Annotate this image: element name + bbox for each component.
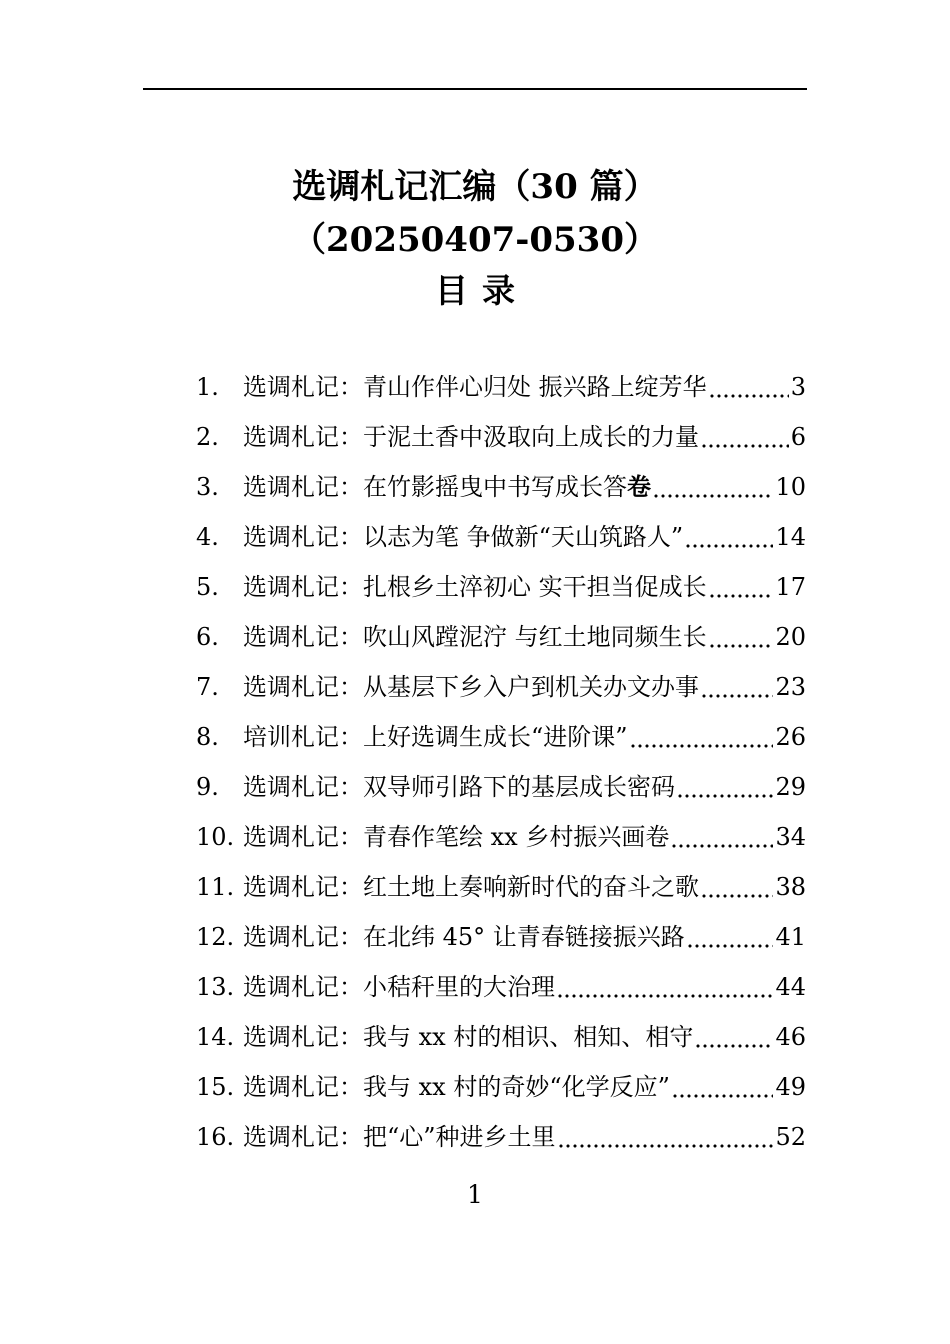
footer-page-number: 1 — [467, 1180, 483, 1209]
toc-item-label: 选调札记：我与 xx 村的奇妙“化学反应” — [243, 1073, 670, 1101]
toc-item-page: 34 — [775, 823, 806, 851]
toc-list — [196, 362, 806, 1162]
toc-leader-dots — [693, 1012, 775, 1062]
toc-item-page: 29 — [775, 773, 806, 801]
toc-item-number: 12. — [196, 923, 235, 951]
toc-item[interactable] — [196, 462, 806, 512]
toc-item-number: 10. — [196, 823, 235, 851]
toc-leader-dots — [685, 912, 776, 962]
toc-item-page: 14 — [775, 523, 806, 551]
toc-item[interactable] — [196, 862, 806, 912]
toc-item[interactable] — [196, 1112, 806, 1162]
toc-item[interactable] — [196, 912, 806, 962]
toc-item-label: 选调札记：以志为笔 争做新“天山筑路人” — [243, 523, 684, 551]
toc-item[interactable] — [196, 1012, 806, 1062]
toc-item-label: 选调札记：青春作笔绘 xx 乡村振兴画卷 — [243, 823, 670, 851]
toc-item-page: 3 — [790, 373, 806, 401]
toc-item-label: 选调札记：红土地上奏响新时代的奋斗之歌 — [243, 873, 699, 901]
toc-item[interactable] — [196, 962, 806, 1012]
toc-item-label: 选调札记：小秸秆里的大治理 — [243, 973, 555, 1001]
toc-item[interactable] — [196, 362, 806, 412]
toc-item-page: 41 — [775, 923, 806, 951]
toc-item-label: 选调札记：青山作伴心归处 振兴路上绽芳华 — [243, 373, 707, 401]
toc-item[interactable] — [196, 562, 806, 612]
toc-leader-dots — [675, 762, 775, 812]
toc-item-label: 选调札记：我与 xx 村的相识、相知、相守 — [243, 1023, 694, 1051]
toc-item-number: 16. — [196, 1123, 235, 1151]
toc-item-label: 选调札记：双导师引路下的基层成长密码 — [243, 773, 675, 801]
toc-item[interactable] — [196, 612, 806, 662]
toc-item-number: 5. — [196, 573, 219, 601]
toc-item-label: 选调札记：吹山风蹚泥泞 与红土地同频生长 — [243, 623, 707, 651]
toc-item-page: 23 — [775, 673, 806, 701]
doc-subtitle: （20250407-0530） — [292, 220, 658, 260]
toc-item-page: 49 — [775, 1073, 806, 1101]
toc-leader-dots — [670, 1062, 776, 1112]
toc-item-label: 选调札记：于泥土香中汲取向上成长的力量 — [243, 423, 699, 451]
toc-item-number: 3. — [196, 473, 219, 501]
toc-leader-dots — [555, 962, 775, 1012]
toc-item-page: 20 — [775, 623, 806, 651]
toc-item[interactable] — [196, 412, 806, 462]
toc-item[interactable] — [196, 812, 806, 862]
toc-item-page: 52 — [775, 1123, 806, 1151]
toc-leader-dots — [699, 412, 791, 462]
toc-leader-dots — [707, 612, 776, 662]
toc-item-number: 9. — [196, 773, 219, 801]
toc-leader-dots — [628, 712, 776, 762]
toc-item-page: 26 — [775, 723, 806, 751]
toc-item-label: 选调札记：扎根乡土淬初心 实干担当促成长 — [243, 573, 707, 601]
toc-leader-dots — [669, 812, 775, 862]
toc-item-page: 17 — [775, 573, 806, 601]
toc-item-number: 2. — [196, 423, 219, 451]
toc-item[interactable] — [196, 1062, 806, 1112]
toc-item-label: 选调札记：在竹影摇曳中书写成长答卷 — [243, 472, 651, 501]
toc-item-number: 7. — [196, 673, 219, 701]
toc-item-page: 44 — [775, 973, 806, 1001]
toc-item-label: 选调札记：把“心”种进乡土里 — [243, 1123, 556, 1151]
toc-item[interactable] — [196, 712, 806, 762]
toc-item-page: 6 — [790, 423, 806, 451]
toc-item-number: 8. — [196, 723, 219, 751]
toc-item[interactable] — [196, 762, 806, 812]
toc-item[interactable] — [196, 662, 806, 712]
toc-item-number: 15. — [196, 1073, 235, 1101]
toc-heading: 目录 — [435, 271, 529, 310]
toc-leader-dots — [699, 662, 775, 712]
doc-title: 选调札记汇编（30 篇） — [292, 167, 658, 207]
toc-item-number: 6. — [196, 623, 219, 651]
toc-leader-dots — [699, 862, 775, 912]
toc-leader-dots — [707, 562, 776, 612]
toc-item-number: 11. — [196, 873, 235, 901]
toc-item-page: 10 — [775, 473, 806, 501]
toc-leader-dots — [683, 512, 775, 562]
toc-item-label: 培训札记：上好选调生成长“进阶课” — [243, 723, 628, 751]
toc-leader-dots — [651, 462, 775, 512]
toc-item[interactable] — [196, 512, 806, 562]
toc-item-page: 46 — [775, 1023, 806, 1051]
toc-leader-dots — [707, 362, 791, 412]
toc-item-label: 选调札记：从基层下乡入户到机关办文办事 — [243, 673, 699, 701]
title-block — [0, 160, 950, 317]
toc-item-number: 14. — [196, 1023, 235, 1051]
toc-item-number: 1. — [196, 373, 219, 401]
toc-item-page: 38 — [775, 873, 806, 901]
toc-item-number: 4. — [196, 523, 219, 551]
toc-item-label: 选调札记：在北纬 45° 让青春链接振兴路 — [243, 923, 685, 951]
toc-item-number: 13. — [196, 973, 235, 1001]
toc-leader-dots — [556, 1112, 776, 1162]
header-rule — [143, 88, 807, 90]
